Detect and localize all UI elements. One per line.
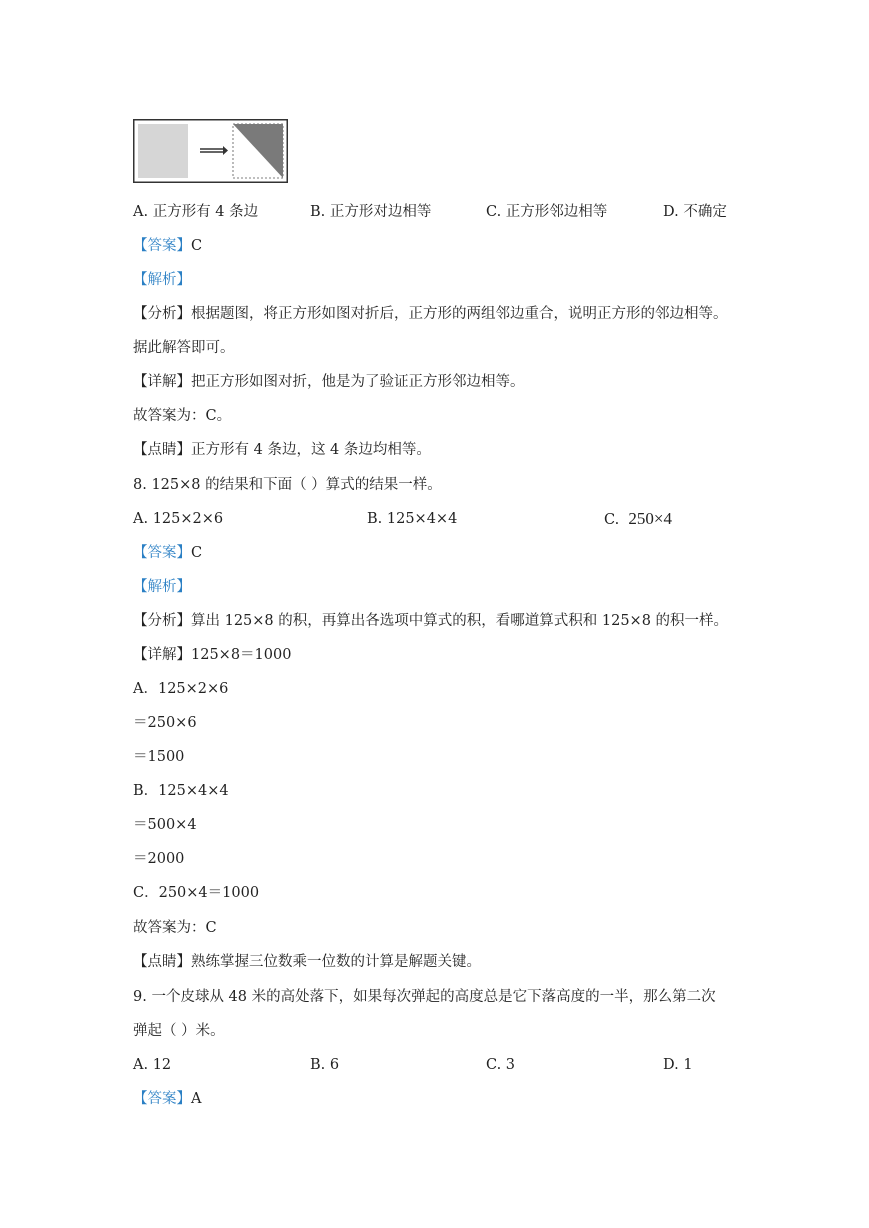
q8-analysis-tag: 【解析】 [133, 579, 191, 595]
q9-option-b: B. 6 [310, 1057, 340, 1073]
answer-value: C [191, 545, 203, 561]
q7-option-b: B. 正方形对边相等 [310, 204, 432, 220]
q8-step: ＝2000 [133, 851, 185, 867]
q8-step: ＝250×6 [133, 715, 197, 731]
answer-tag: 【答案】 [133, 1091, 191, 1107]
q8-step: C．250×4＝1000 [133, 885, 260, 901]
q7-option-a: A. 正方形有 4 条边 [133, 204, 259, 220]
answer-value: A [191, 1091, 202, 1107]
q7-conclusion: 故答案为：C。 [133, 408, 232, 424]
q8-option-a: A. 125×2×6 [133, 511, 224, 527]
q8-step: ＝500×4 [133, 817, 197, 833]
q7-option-c: C. 正方形邻边相等 [486, 204, 608, 220]
q8-dianjing: 【点睛】熟练掌握三位数乘一位数的计算是解题关键。 [133, 954, 481, 970]
q8-answer [133, 543, 202, 563]
q8-step: ＝1500 [133, 749, 185, 765]
answer-value: C [191, 238, 203, 254]
answer-tag: 【答案】 [133, 238, 191, 254]
answer-tag: 【答案】 [133, 545, 191, 561]
q7-option-d: D. 不确定 [663, 204, 727, 220]
q7-fenxi-2: 据此解答即可。 [133, 340, 235, 356]
q9-option-a: A. 12 [133, 1057, 172, 1073]
q9-question-line-1: 9. 一个皮球从 48 米的高处落下，如果每次弹起的高度总是它下落高度的一半，那么第二次 [133, 989, 716, 1005]
q9-answer [133, 1089, 201, 1109]
square-fold-figure [133, 119, 288, 183]
q7-answer [133, 236, 202, 256]
q8-conclusion: 故答案为：C [133, 920, 217, 936]
q9-option-c: C. 3 [486, 1057, 516, 1073]
q8-xiangjie: 【详解】125×8＝1000 [133, 647, 292, 663]
q8-fenxi: 【分析】算出 125×8 的积，再算出各选项中算式的积，看哪道算式积和 125×8 的积一样。 [133, 613, 729, 629]
fenxi-text: 根据题图，将正方形如图对折后，正方形的两组邻边重合，说明正方形的邻边相等。 [191, 306, 728, 322]
q7-fenxi-1 [133, 304, 728, 324]
q8-question: 8. 125×8 的结果和下面（ ）算式的结果一样。 [133, 477, 442, 493]
q9-question-line-2: 弹起（ ）米。 [133, 1023, 225, 1039]
q7-xiangjie: 【详解】把正方形如图对折，他是为了验证正方形邻边相等。 [133, 374, 525, 390]
unfolded-square [138, 124, 188, 178]
q8-option-c-expr: 250×4 [628, 509, 672, 528]
q7-dianjing: 【点睛】正方形有 4 条边，这 4 条边均相等。 [133, 442, 431, 458]
q9-option-d: D. 1 [663, 1057, 693, 1073]
fenxi-tag: 【分析】 [133, 306, 191, 322]
q8-option-c-label: C. [604, 512, 620, 528]
q8-option-c [604, 509, 672, 530]
q8-step: B．125×4×4 [133, 783, 229, 799]
q7-analysis-tag: 【解析】 [133, 272, 191, 288]
q8-option-b: B. 125×4×4 [367, 511, 458, 527]
q8-step: A．125×2×6 [133, 681, 229, 697]
